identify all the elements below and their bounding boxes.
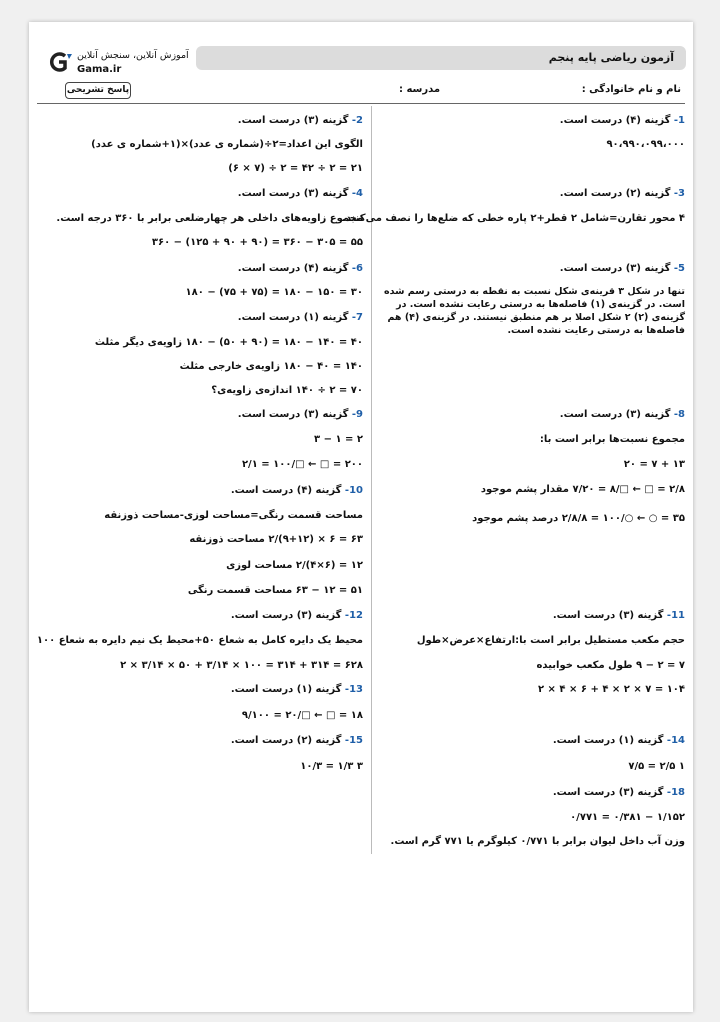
answer-heading: 5- گزینه (۳) درست است. (559, 263, 685, 274)
answer-line: ۴ محور تقارن=شامل ۲ قطر+۲ پاره خطی که ضلع‌ها را نصف می‌کنند. (342, 213, 685, 224)
exam-title: آزمون ریاضی پایه پنجم (548, 51, 674, 64)
answer-line: ۲۰۰ = □ ← □/۱۰۰ = ۲/۱ (241, 459, 363, 470)
answer-line: ۱/۱۵۲ − ۰/۳۸۱ = ۰/۷۷۱ (570, 812, 685, 823)
answer-heading: 2- گزینه (۳) درست است. (237, 115, 363, 126)
answer-heading: 4- گزینه (۳) درست است. (237, 188, 363, 199)
answer-line: ۱۰۴ = ۷ × ۲ × ۴ + ۶ × ۴ × ۲ (537, 684, 685, 695)
answer-sheet (29, 22, 693, 1012)
brand-tagline: آموزش آنلاین، سنجش آنلاین (77, 50, 189, 61)
answer-heading: 13- گزینه (۱) درست است. (230, 684, 363, 695)
answer-heading: 1- گزینه (۴) درست است. (559, 115, 685, 126)
answer-line: الگوی این اعداد=۲÷(شماره ی عدد)×(۱+شماره ی عدد) (91, 139, 363, 150)
gama-logo-icon (47, 52, 73, 72)
answer-line: ۲/۸ = □ ← □/۸ = ۷/۲۰ مقدار پشم موجود (480, 484, 685, 495)
answer-line: ۶۳ = ۶ × (۹+۱۲)/۲ مساحت ذوزنقه (189, 534, 363, 545)
answer-heading: 10- گزینه (۴) درست است. (230, 485, 363, 496)
answer-heading: 7- گزینه (۱) درست است. (237, 312, 363, 323)
answer-line: ۷ = ۲ − ۹ طول مکعب خوابیده (536, 660, 685, 671)
answer-key-badge: پاسخ تشریحی (65, 82, 131, 99)
answer-line: مساحت قسمت رنگی=مساحت لوزی-مساحت ذوزنقه (104, 510, 363, 521)
answer-heading: 11- گزینه (۳) درست است. (552, 610, 685, 621)
answer-heading: 14- گزینه (۱) درست است. (552, 735, 685, 746)
answer-line: ۱ ۲/۵ = ۷/۵ (628, 761, 685, 772)
answer-line: مجموع نسبت‌ها برابر است با: (539, 434, 685, 445)
answer-heading: 15- گزینه (۲) درست است. (230, 735, 363, 746)
answer-line: ۳۵ = ○ ← ○/۱۰۰ = ۲/۸/۸ درصد پشم موجود (472, 513, 685, 524)
answer-line: مجموع زاویه‌های داخلی هر چهارضلعی برابر با ۳۶۰ درجه است. (56, 213, 363, 224)
answer-line: ۳۰ = ۱۵۰ − ۱۸۰ = (۷۵ + ۷۵) − ۱۸۰ (185, 287, 363, 298)
school-label: مدرسه : (399, 84, 441, 95)
answer-heading: 18- گزینه (۳) درست است. (552, 787, 685, 798)
answer-line: ۱۴۰ = ۴۰ − ۱۸۰ زاویه‌ی خارجی مثلث (179, 361, 363, 372)
answer-heading: 12- گزینه (۳) درست است. (230, 610, 363, 621)
answer-heading: 8- گزینه (۳) درست است. (559, 409, 685, 420)
answer-line: ۶۲۸ = ۳۱۴ + ۳۱۴ = ۱۰۰ × ۳/۱۴ + ۵۰ × ۳/۱۴ × ۲ (120, 660, 363, 671)
answer-line: ۱۳ + ۷ = ۲۰ (623, 459, 685, 470)
answer-line: ۵۱ = ۱۲ − ۶۳ مساحت قسمت رنگی (187, 585, 363, 596)
answer-line: ۲۱ = ۲ ÷ ۴۲ = ۲ ÷ (۷ × ۶) (228, 163, 363, 174)
answer-heading: 6- گزینه (۴) درست است. (237, 263, 363, 274)
answer-line: محیط یک دایره کامل به شعاع ۵۰+محیط یک نیم دایره به شعاع ۱۰۰ (36, 635, 363, 646)
exam-title-bar (196, 46, 686, 70)
answer-line: ۱۸ = □ ← □/۲۰ = ۹/۱۰۰ (241, 710, 363, 721)
header-divider (37, 103, 685, 104)
answer-line: ۳ ۱/۳ = ۱۰/۳ (300, 761, 363, 772)
answer-line: وزن آب داخل لیوان برابر با ۰/۷۷۱ کیلوگرم یا ۷۷۱ گرم است. (390, 836, 685, 847)
answer-line: ۷۰ = ۲ ÷ ۱۴۰ اندازه‌ی زاویه‌ی؟ (211, 385, 363, 396)
answer-line: ۱۲ = (۶×۴)/۲ مساحت لوزی (226, 560, 363, 571)
answer-heading: 9- گزینه (۳) درست است. (237, 409, 363, 420)
brand-logo (47, 48, 197, 78)
answer-line: ۵۵ = ۳۰۵ − ۳۶۰ = (۹۰ + ۹۰ + ۱۲۵) − ۳۶۰ (151, 237, 363, 248)
answer-heading: 3- گزینه (۲) درست است. (559, 188, 685, 199)
answer-line: ۹۰،۹۹۰،۰۹۹،۰۰۰ (606, 139, 685, 150)
answer-line: ۲ = ۱ − ۳ (313, 434, 363, 445)
answer-line: حجم مکعب مستطیل برابر است با:ارتفاع×عرض×طول (416, 635, 685, 646)
answer-line: ۴۰ = ۱۴۰ − ۱۸۰ = (۹۰ + ۵۰) − ۱۸۰ زاویه‌ی دیگر مثلث (94, 337, 363, 348)
brand-site: Gama.ir (77, 64, 122, 75)
answer-paragraph: تنها در شکل ۳ قرینه‌ی شکل نسبت به نقطه به درستی رسم شده است. در گزینه‌ی (۱) فاصله‌ها به درستی رعایت نشده است. در گزینه‌ی (۲) ۲ شکل اصلا بر هم منطبق نیستند. در گزینه‌ی (۴) هم فاصله‌ها به درستی رعایت نشده است. (384, 286, 685, 336)
student-name-label: نام و نام خانوادگی : (581, 84, 681, 95)
